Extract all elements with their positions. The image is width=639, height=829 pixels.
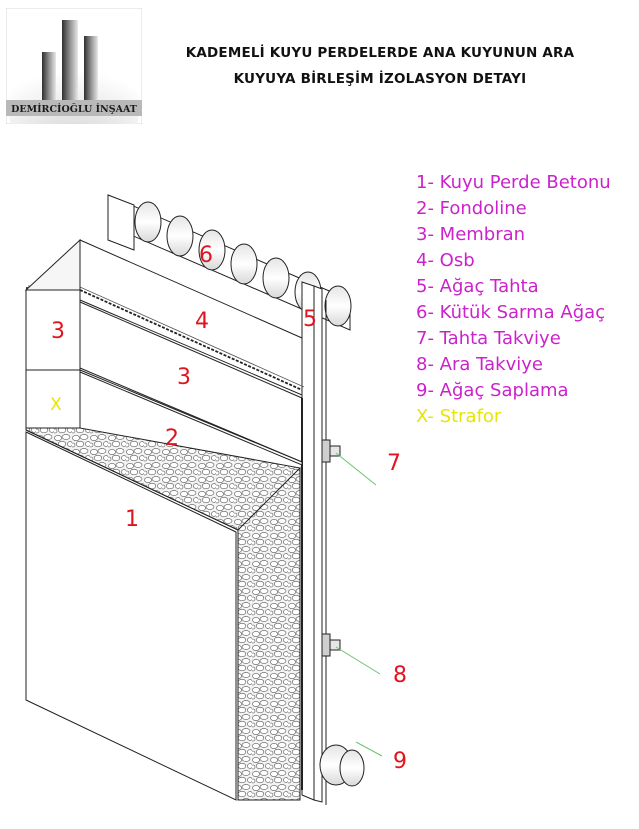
label-3-left: 3 [51,319,65,344]
logo-company-name: DEMİRCİOĞLU İNŞAAT [11,104,137,115]
legend-item-6: 6- Kütük Sarma Ağaç [416,302,606,323]
legend-item-8: 8- Ara Takviye [416,354,543,375]
label-4: 4 [195,309,209,334]
bottom-log [320,745,364,786]
label-6: 6 [199,243,213,268]
legend-item-1: 1- Kuyu Perde Betonu [416,172,611,193]
legend-item-5: 5- Ağaç Tahta [416,276,539,297]
leader-lines [336,453,382,756]
legend-item-4: 4- Osb [416,250,475,271]
label-8: 8 [393,663,407,688]
timber-board-posts [302,282,326,805]
title-line-1: KADEMELİ KUYU PERDELERDE ANA KUYUNUN ARA [185,45,575,61]
legend-item-3: 3- Membran [416,224,526,245]
label-3-front: 3 [177,365,191,390]
label-9: 9 [393,749,407,774]
timber-blocks [322,440,340,656]
title-line-2: KUYUYA BİRLEŞİM İZOLASYON DETAYI [233,71,527,87]
label-x: X [50,395,62,415]
label-1: 1 [125,507,139,532]
label-7: 7 [387,451,401,476]
legend-item-7: 7- Tahta Takviye [416,328,561,349]
label-2: 2 [165,426,179,451]
legend-item-2: 2- Fondoline [416,198,527,219]
label-5: 5 [303,307,317,332]
legend-item-9: 9- Ağaç Saplama [416,380,569,401]
legend [416,170,639,430]
legend-item-x: X- Strafor [416,406,502,427]
